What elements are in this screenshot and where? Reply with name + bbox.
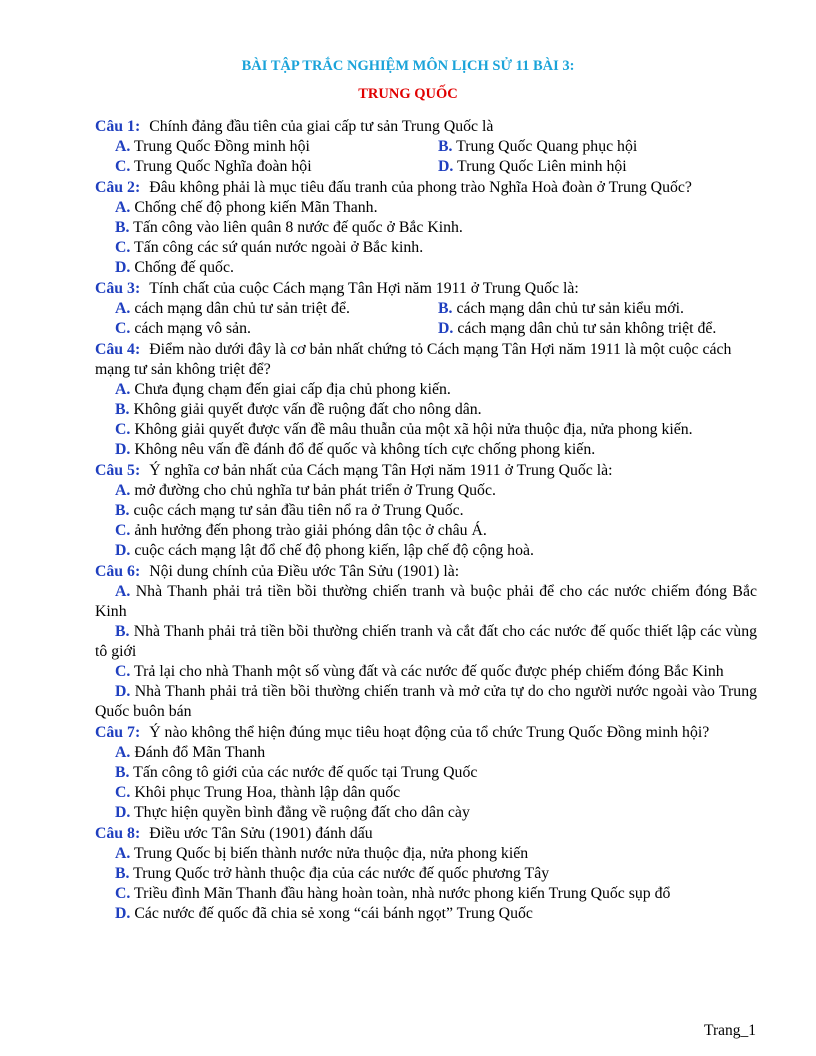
option-text: cách mạng dân chủ tư sản triệt để.	[134, 300, 350, 317]
question-label: Câu 1:	[95, 118, 141, 135]
option-c	[95, 238, 757, 258]
option-text: Triều đình Mãn Thanh đầu hàng hoàn toàn, nhà nước phong kiến Trung Quốc sụp đổ	[134, 885, 671, 902]
question-8	[95, 824, 757, 924]
question-label: Câu 2:	[95, 179, 141, 196]
option-letter: C.	[115, 663, 131, 680]
option-letter: B.	[438, 300, 453, 317]
option-letter: A.	[115, 845, 131, 862]
option-letter: D.	[115, 683, 131, 700]
option-letter: A.	[115, 138, 131, 155]
option-text: Các nước đế quốc đã chia sẻ xong “cái bánh ngọt” Trung Quốc	[134, 905, 533, 922]
option-letter: D.	[115, 905, 131, 922]
option-text: Tấn công vào liên quân 8 nước đế quốc ở Bắc Kinh.	[133, 219, 463, 236]
option-d	[95, 541, 757, 561]
option-text: Trung Quốc Liên minh hội	[457, 158, 627, 175]
option-text: cách mạng dân chủ tư sản không triệt để.	[457, 320, 717, 337]
option-c	[95, 420, 757, 440]
option-text: Trả lại cho nhà Thanh một số vùng đất và các nước đế quốc được phép chiếm đóng Bắc Kinh	[134, 663, 724, 680]
option-b	[95, 501, 757, 521]
option-letter: D.	[438, 158, 454, 175]
question-stem: Đâu không phải là mục tiêu đấu tranh của phong trào Nghĩa Hoà đoàn ở Trung Quốc?	[149, 179, 692, 196]
option-letter: B.	[115, 865, 130, 882]
option-a	[95, 299, 438, 319]
option-text: Trung Quốc trở hành thuộc địa của các nước đế quốc phương Tây	[133, 865, 550, 882]
option-b	[95, 864, 757, 884]
option-b	[95, 622, 757, 662]
option-d	[438, 157, 757, 177]
option-text: Không giải quyết được vấn đề ruộng đất cho nông dân.	[133, 401, 482, 418]
option-letter: D.	[438, 320, 454, 337]
option-letter: B.	[115, 764, 130, 781]
document-subtitle: TRUNG QUỐC	[358, 86, 458, 102]
question-stem: Tính chất của cuộc Cách mạng Tân Hợi năm 1911 ở Trung Quốc là:	[149, 280, 579, 297]
question-6	[95, 562, 757, 722]
option-c	[95, 884, 757, 904]
option-c	[95, 662, 757, 682]
option-letter: C.	[115, 158, 131, 175]
option-letter: C.	[115, 421, 131, 438]
option-text: Chưa đụng chạm đến giai cấp địa chủ phong kiến.	[134, 381, 451, 398]
option-text: Chống chế độ phong kiến Mãn Thanh.	[134, 199, 378, 216]
option-text: Không giải quyết được vấn đề mâu thuẫn của một xã hội nửa thuộc địa, nửa phong kiến.	[134, 421, 693, 438]
option-text: Tấn công các sứ quán nước ngoài ở Bắc kinh.	[134, 239, 424, 256]
option-a	[95, 137, 438, 157]
option-letter: A.	[115, 199, 131, 216]
question-stem: Nội dung chính của Điều ước Tân Sửu (1901) là:	[149, 563, 460, 580]
option-text: cách mạng dân chủ tư sản kiểu mới.	[456, 300, 684, 317]
option-letter: C.	[115, 885, 131, 902]
option-b	[438, 299, 757, 319]
option-b	[95, 218, 757, 238]
option-a	[95, 380, 757, 400]
option-text: Trung Quốc bị biến thành nước nửa thuộc địa, nửa phong kiến	[134, 845, 529, 862]
question-5	[95, 461, 757, 561]
option-letter: C.	[115, 239, 131, 256]
option-letter: D.	[115, 542, 131, 559]
question-stem: Chính đảng đầu tiên của giai cấp tư sản Trung Quốc là	[149, 118, 494, 135]
option-letter: A.	[115, 744, 131, 761]
document-title: BÀI TẬP TRẮC NGHIỆM MÔN LỊCH SỬ 11 BÀI 3:	[241, 58, 575, 74]
option-text: Nhà Thanh phải trả tiền bồi thường chiến tranh và cắt đất cho các nước đế quốc thiết lập các vùng tô giới	[95, 623, 757, 660]
option-text: cuộc cách mạng tư sản đầu tiên nổ ra ở Trung Quốc.	[133, 502, 464, 519]
option-text: Khôi phục Trung Hoa, thành lập dân quốc	[134, 784, 401, 801]
option-text: Chống đế quốc.	[134, 259, 234, 276]
option-letter: D.	[115, 804, 131, 821]
option-c	[95, 783, 757, 803]
option-letter: B.	[115, 401, 130, 418]
option-letter: B.	[438, 138, 453, 155]
option-letter: C.	[115, 784, 131, 801]
option-c	[95, 521, 757, 541]
question-stem: Điều ước Tân Sửu (1901) đánh dấu	[149, 825, 373, 842]
option-a	[95, 743, 757, 763]
option-text: Trung Quốc Nghĩa đoàn hội	[134, 158, 312, 175]
question-label: Câu 4:	[95, 341, 141, 358]
option-text: Trung Quốc Quang phục hội	[456, 138, 638, 155]
question-label: Câu 7:	[95, 724, 141, 741]
question-4	[95, 340, 757, 460]
question-3	[95, 279, 757, 339]
option-text: Không nêu vấn đề đánh đổ đế quốc và không tích cực chống phong kiến.	[134, 441, 596, 458]
option-text: Đánh đổ Mãn Thanh	[134, 744, 266, 761]
question-label: Câu 8:	[95, 825, 141, 842]
option-letter: D.	[115, 259, 131, 276]
option-text: Nhà Thanh phải trả tiền bồi thường chiến tranh và buộc phải để cho các nước chiếm đóng Bắc Kinh	[95, 583, 757, 620]
question-stem: Ý nào không thể hiện đúng mục tiêu hoạt động của tổ chức Trung Quốc Đồng minh hội?	[149, 724, 710, 741]
option-letter: D.	[115, 441, 131, 458]
option-letter: C.	[115, 320, 131, 337]
option-d	[438, 319, 757, 339]
option-a	[95, 844, 757, 864]
question-label: Câu 3:	[95, 280, 141, 297]
option-a	[95, 582, 757, 622]
option-b	[95, 763, 757, 783]
question-label: Câu 5:	[95, 462, 141, 479]
option-text: cách mạng vô sản.	[134, 320, 251, 337]
question-list	[95, 116, 757, 924]
option-c	[95, 157, 438, 177]
option-letter: A.	[115, 300, 131, 317]
option-letter: B.	[115, 502, 130, 519]
option-b	[95, 400, 757, 420]
option-letter: C.	[115, 522, 131, 539]
question-stem: Ý nghĩa cơ bản nhất của Cách mạng Tân Hợi năm 1911 ở Trung Quốc là:	[149, 462, 613, 479]
option-text: mở đường cho chủ nghĩa tư bản phát triển ở Trung Quốc.	[134, 482, 496, 499]
option-d	[95, 803, 757, 823]
option-letter: B.	[115, 623, 130, 640]
option-letter: A.	[115, 381, 131, 398]
option-letter: B.	[115, 219, 130, 236]
option-d	[95, 440, 757, 460]
option-letter: A.	[115, 482, 131, 499]
option-a	[95, 481, 757, 501]
question-2	[95, 178, 757, 278]
option-text: Nhà Thanh phải trả tiền bồi thường chiến tranh và mở cửa tự do cho người nước ngoài vào Trung Quốc buôn bán	[95, 683, 757, 720]
option-letter: A.	[115, 583, 131, 600]
page-number: Trang_1	[704, 1022, 756, 1039]
question-7	[95, 723, 757, 823]
option-b	[438, 137, 757, 157]
option-text: Thực hiện quyền bình đẳng về ruộng đất cho dân cày	[134, 804, 470, 821]
option-text: Tấn công tô giới của các nước đế quốc tại Trung Quốc	[133, 764, 478, 781]
option-d	[95, 258, 757, 278]
question-1	[95, 117, 757, 177]
option-d	[95, 682, 757, 722]
option-text: ảnh hưởng đến phong trào giải phóng dân tộc ở châu Á.	[134, 522, 487, 539]
option-d	[95, 904, 757, 924]
question-stem: Điểm nào dưới đây là cơ bản nhất chứng tỏ Cách mạng Tân Hợi năm 1911 là một cuộc cách mạng tư sản không triệt để?	[95, 341, 732, 378]
option-c	[95, 319, 438, 339]
option-text: Trung Quốc Đồng minh hội	[134, 138, 310, 155]
option-a	[95, 198, 757, 218]
question-label: Câu 6:	[95, 563, 141, 580]
option-text: cuộc cách mạng lật đổ chế độ phong kiến, lập chế độ cộng hoà.	[134, 542, 534, 559]
